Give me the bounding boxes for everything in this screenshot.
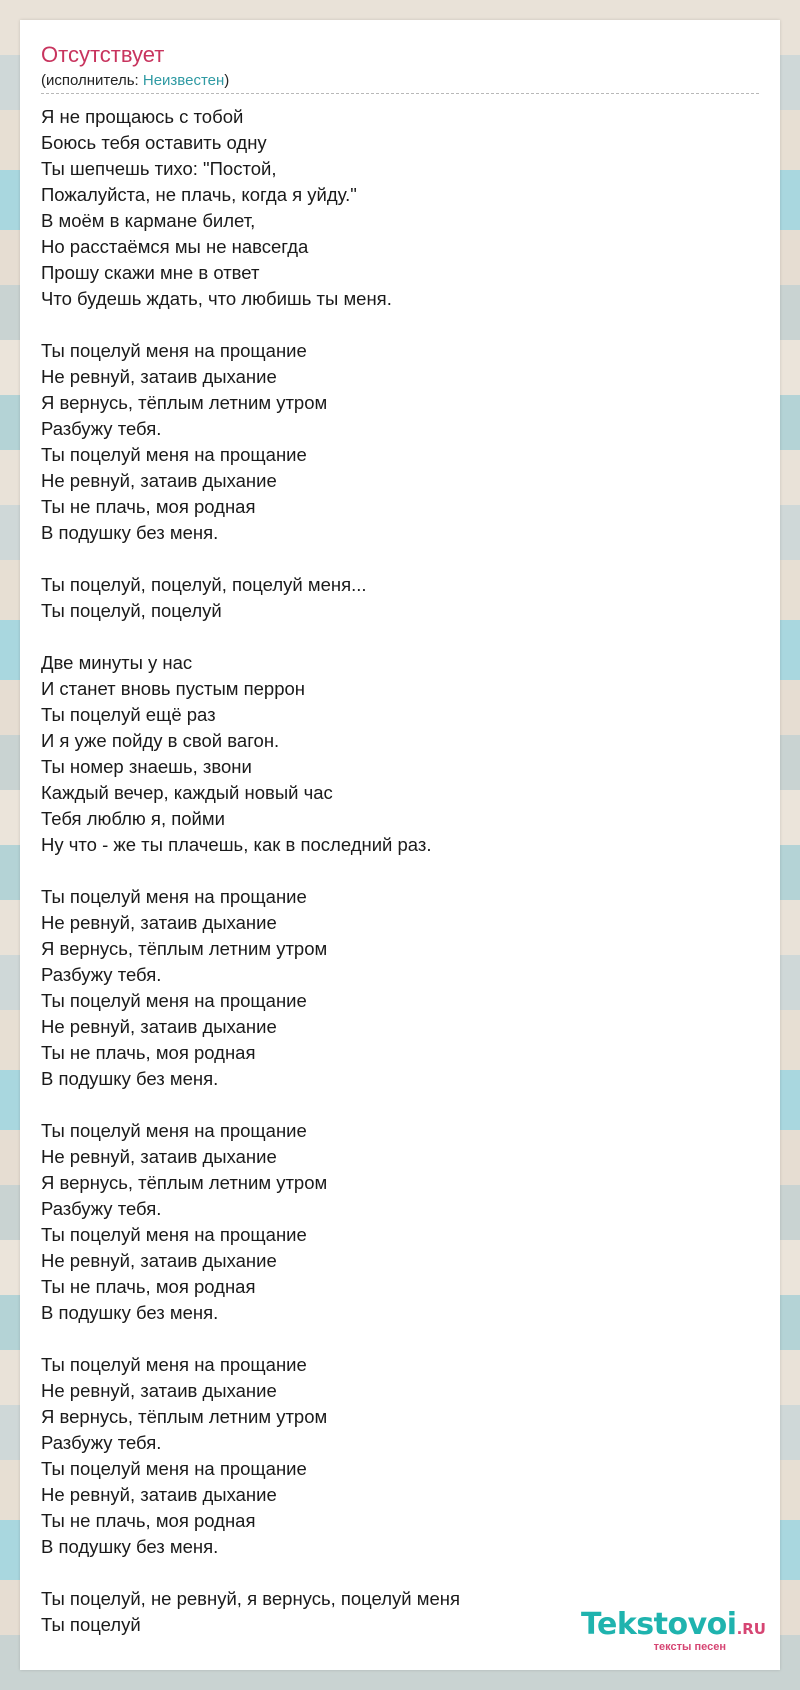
divider bbox=[41, 93, 759, 94]
artist-suffix: ) bbox=[224, 72, 230, 89]
lyrics-text bbox=[41, 104, 741, 1638]
logo-tld: .RU bbox=[736, 1620, 766, 1638]
lyric-line: Я вернусь, тёплым летним утром bbox=[41, 1406, 328, 1427]
stanza-break bbox=[41, 1560, 741, 1586]
lyric-line: Ты поцелуй, поцелуй bbox=[41, 600, 222, 621]
site-logo[interactable] bbox=[581, 1609, 766, 1653]
lyric-line: Ты не плачь, моя родная bbox=[41, 1042, 256, 1063]
stanza-break bbox=[41, 858, 741, 884]
lyric-line: Разбужу тебя. bbox=[41, 1198, 162, 1219]
lyric-line: В подушку без меня. bbox=[41, 1302, 219, 1323]
lyric-line: Я вернусь, тёплым летним утром bbox=[41, 1172, 328, 1193]
lyric-line: Не ревнуй, затаив дыхание bbox=[41, 1016, 277, 1037]
stanza-break bbox=[41, 546, 741, 572]
logo-tagline: тексты песен bbox=[653, 1641, 726, 1653]
lyric-line: Ты поцелуй меня на прощание bbox=[41, 444, 307, 465]
lyric-line: Ты поцелуй меня на прощание bbox=[41, 340, 307, 361]
song-title: Отсутствует bbox=[41, 42, 165, 67]
lyric-line: Две минуты у нас bbox=[41, 652, 193, 673]
lyric-line: В подушку без меня. bbox=[41, 1536, 219, 1557]
lyric-line: Ну что - же ты плачешь, как в последний раз. bbox=[41, 834, 432, 855]
artist-link[interactable]: Неизвестен bbox=[142, 72, 225, 89]
lyric-line: Ты не плачь, моя родная bbox=[41, 496, 256, 517]
lyric-line: Ты поцелуй bbox=[41, 1614, 141, 1635]
stanza-break bbox=[41, 1326, 741, 1352]
lyric-line: Но расстаёмся мы не навсегда bbox=[41, 236, 309, 257]
lyric-line: Не ревнуй, затаив дыхание bbox=[41, 1250, 277, 1271]
lyric-line: Ты поцелуй меня на прощание bbox=[41, 990, 307, 1011]
stanza-break bbox=[41, 312, 741, 338]
lyric-line: Разбужу тебя. bbox=[41, 1432, 162, 1453]
lyric-line: Я не прощаюсь с тобой bbox=[41, 106, 244, 127]
lyric-line: Что будешь ждать, что любишь ты меня. bbox=[41, 288, 392, 309]
lyric-line: Ты не плачь, моя родная bbox=[41, 1276, 256, 1297]
lyric-line: И станет вновь пустым перрон bbox=[41, 678, 306, 699]
lyric-line: Боюсь тебя оставить одну bbox=[41, 132, 267, 153]
lyric-line: Ты поцелуй меня на прощание bbox=[41, 886, 307, 907]
artist-prefix: (исполнитель: bbox=[41, 72, 143, 89]
lyric-line: Не ревнуй, затаив дыхание bbox=[41, 912, 277, 933]
lyric-line: Разбужу тебя. bbox=[41, 964, 162, 985]
lyric-line: В моём в кармане билет, bbox=[41, 210, 256, 231]
lyric-line: Ты номер знаешь, звони bbox=[41, 756, 252, 777]
lyric-line: Разбужу тебя. bbox=[41, 418, 162, 439]
lyric-line: Не ревнуй, затаив дыхание bbox=[41, 366, 277, 387]
lyric-line: Каждый вечер, каждый новый час bbox=[41, 782, 333, 803]
lyric-line: Я вернусь, тёплым летним утром bbox=[41, 938, 328, 959]
stanza-break bbox=[41, 1092, 741, 1118]
lyric-line: Ты шепчешь тихо: "Постой, bbox=[41, 158, 277, 179]
lyric-line: Не ревнуй, затаив дыхание bbox=[41, 1484, 277, 1505]
logo-wordmark bbox=[581, 1609, 766, 1645]
lyric-line: В подушку без меня. bbox=[41, 1068, 219, 1089]
lyric-line: Ты поцелуй, не ревнуй, я вернусь, поцелуй меня bbox=[41, 1588, 460, 1609]
lyric-line: Ты поцелуй меня на прощание bbox=[41, 1120, 307, 1141]
lyric-line: Ты поцелуй, поцелуй, поцелуй меня... bbox=[41, 574, 367, 595]
lyric-line: Тебя люблю я, пойми bbox=[41, 808, 225, 829]
lyric-line: В подушку без меня. bbox=[41, 522, 219, 543]
lyric-line: Ты поцелуй ещё раз bbox=[41, 704, 216, 725]
lyric-line: Я вернусь, тёплым летним утром bbox=[41, 392, 328, 413]
artist-line bbox=[41, 72, 229, 89]
lyrics-card bbox=[20, 20, 780, 1670]
lyric-line: Пожалуйста, не плачь, когда я уйду." bbox=[41, 184, 357, 205]
lyric-line: Не ревнуй, затаив дыхание bbox=[41, 1146, 277, 1167]
lyric-line: Ты поцелуй меня на прощание bbox=[41, 1224, 307, 1245]
lyric-line: И я уже пойду в свой вагон. bbox=[41, 730, 280, 751]
stanza-break bbox=[41, 624, 741, 650]
lyric-line: Ты поцелуй меня на прощание bbox=[41, 1354, 307, 1375]
lyric-line: Ты поцелуй меня на прощание bbox=[41, 1458, 307, 1479]
lyric-line: Не ревнуй, затаив дыхание bbox=[41, 1380, 277, 1401]
lyric-line: Прошу скажи мне в ответ bbox=[41, 262, 260, 283]
logo-main-text: Tekstovoi bbox=[581, 1607, 737, 1642]
lyric-line: Ты не плачь, моя родная bbox=[41, 1510, 256, 1531]
lyric-line: Не ревнуй, затаив дыхание bbox=[41, 470, 277, 491]
